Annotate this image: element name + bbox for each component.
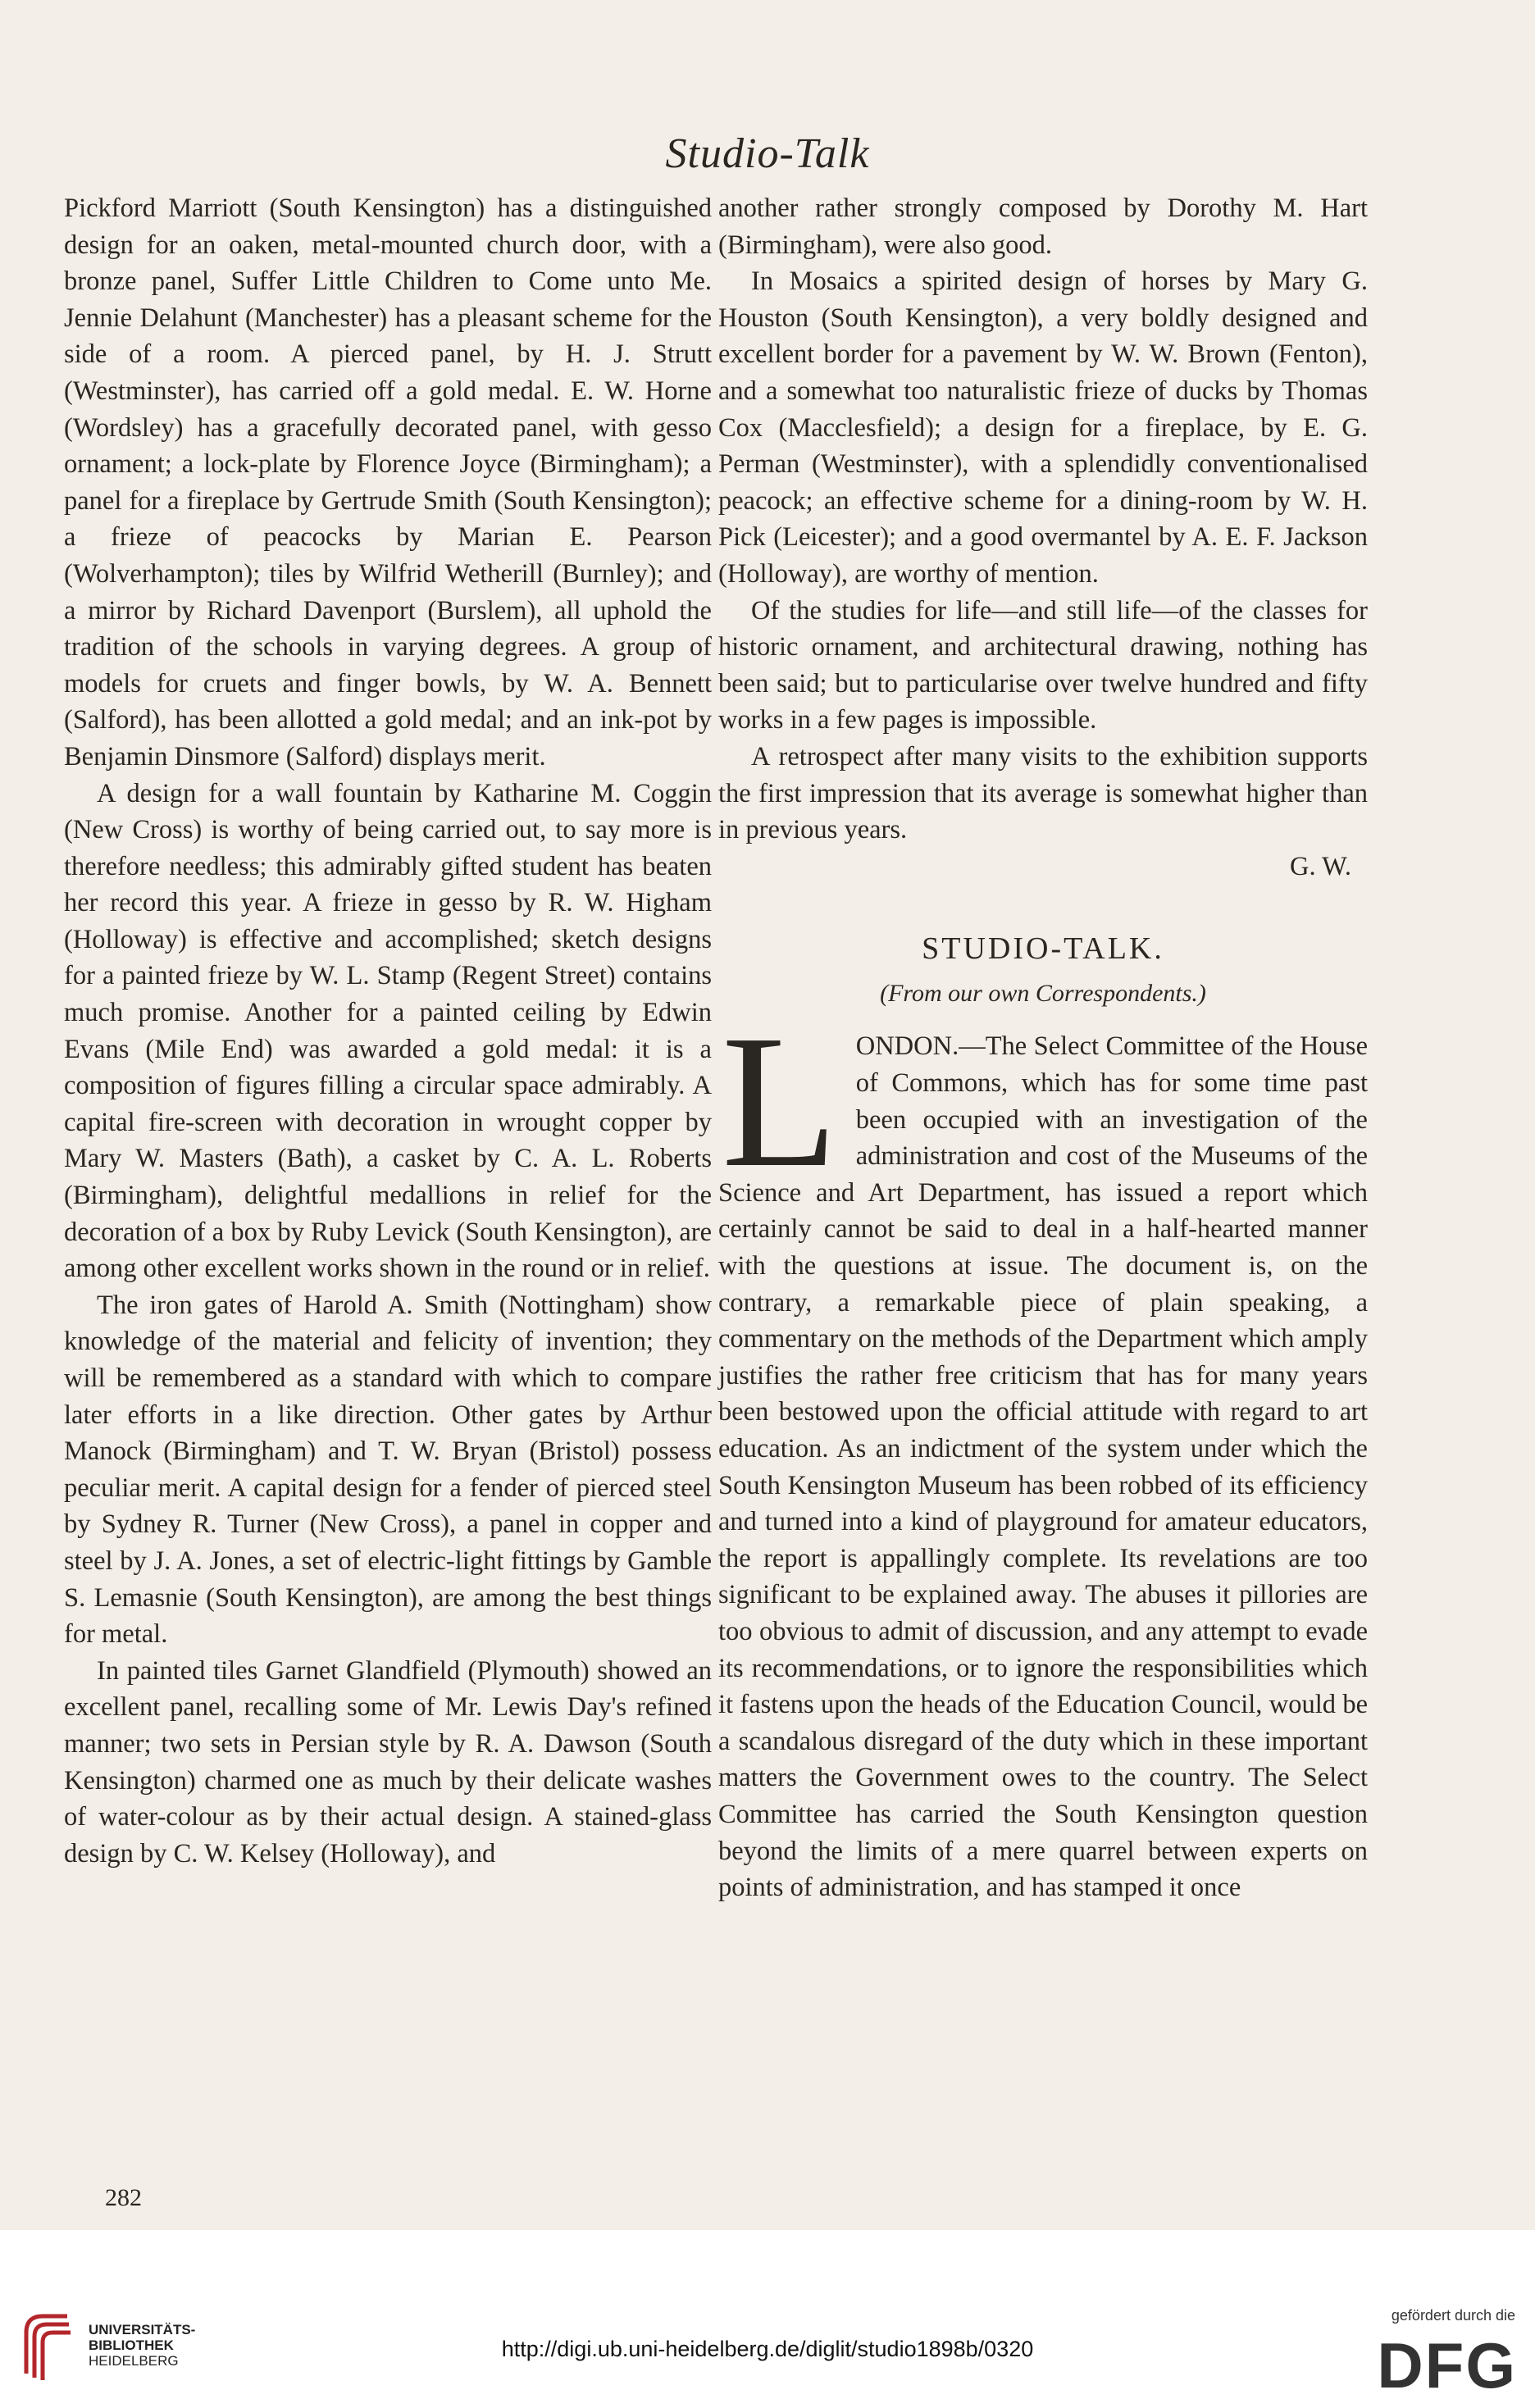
digitization-footer	[0, 2230, 1535, 2408]
library-line: HEIDELBERG	[89, 2353, 179, 2369]
drop-cap: L	[722, 996, 838, 1208]
paragraph: A retrospect after many visits to the exhibition supports the first impression that its average is somewhat higher than in previous years.	[718, 741, 1368, 845]
paragraph: A design for a wall fountain by Katharine M. Coggin (New Cross) is worthy of being carried out, to say more is therefore needless; this admirably gifted student has beaten her record this year. A frieze in gesso by R. W. Higham (Holloway) is effective and accomplished; sketch designs for a painted frieze by W. L. Stamp (Regent Street) contains much promise. Another for a painted ceiling by Edwin Evans (Mile End) was awarded a gold medal: it is a composition of figures filling a circular space admirably. A capital fire-screen with decoration in wrought copper by Mary W. Masters (Bath), a casket by C. A. L. Roberts (Birmingham), delightful medallions in relief for the decoration of a box by Ruby Levick (South Kensington), are among other excellent works shown in the round or in relief.	[64, 778, 712, 1284]
signature: G. W.	[1290, 851, 1351, 881]
paragraph: The iron gates of Harold A. Smith (Nottingham) show knowledge of the material and felicity of invention; they will be remembered as a standard with which to compare later efforts in a like direction. Other gates by Arthur Manock (Birmingham) and T. W. Bryan (Bristol) possess peculiar merit. A capital design for a fender of pierced steel by Sydney R. Turner (New Cross), a panel in copper and steel by J. A. Jones, a set of electric-light fittings by Gamble S. Lemasnie (South Kensington), are among the best things for metal.	[64, 1290, 712, 1650]
library-line: BIBLIOTHEK	[89, 2337, 174, 2353]
london-text: ONDON.—The Select Committee of the House of Commons, which has for some time past been occupied with an investigation of the administration and cost of the Museums of the Science and Art Department, has issued a report which certainly cannot be said to deal in a half-hearted manner with the questions at issue. The document is, on the contrary, a remarkable piece of plain speaking, a commentary on the methods of the Department which amply justifies the rather free criticism that has for many years been bestowed upon the official attitude with regard to art education. As an indictment of the system under which the South Kensington Museum has been robbed of its efficiency and turned into a kind of playground for amateur educators, the report is appallingly complete. Its revelations are too significant to be explained away. The abuses it pillories are too obvious to admit of discussion, and any attempt to evade its recommendations, or to ignore the responsibilities which it fastens upon the heads of the Education Council, would be a scandalous disregard of the duty which in these important matters the Government owes to the country. The Select Committee has carried the South Kensington question beyond the limits of a mere quarrel between experts on points of administration, and has stamped it once	[718, 1031, 1368, 1903]
right-column	[718, 190, 1368, 1906]
library-line: UNIVERSITÄTS-	[89, 2322, 196, 2337]
paragraph: In painted tiles Garnet Glandfield (Plymouth) showed an excellent panel, recalling some of Mr. Lewis Day's refined manner; two sets in Persian style by R. A. Dawson (South Kensington) charmed one as much by their delicate washes of water-colour as by their actual design. A stained-glass design by C. W. Kelsey (Holloway), and	[64, 1655, 712, 1869]
london-paragraph	[718, 996, 1368, 1905]
paragraph: another rather strongly composed by Dorothy M. Hart (Birmingham), were also good.	[718, 193, 1368, 260]
paragraph: In Mosaics a spirited design of horses by Mary G. Houston (South Kensington), a very boldly designed and excellent border for a pavement by W. W. Brown (Fenton), and a somewhat too naturalistic frieze of ducks by Thomas Cox (Macclesfield); a design for a fireplace, by E. G. Perman (Westminster), with a splendidly conventionalised peacock; an effective scheme for a dining-room by W. H. Pick (Leicester); and a good overmantel by A. E. F. Jackson (Holloway), are worthy of mention.	[718, 266, 1368, 589]
dfg-logo: DFG	[1377, 2329, 1517, 2401]
section-subtitle: (From our own Correspondents.)	[880, 979, 1206, 1007]
paragraph: Of the studies for life—and still life—of the classes for historic ornament, and architectural drawing, nothing has been said; but to particularise over twelve hundred and fifty works in a few pages is impossible.	[718, 595, 1368, 735]
page-number: 282	[105, 2184, 142, 2211]
funded-by: gefördert durch die	[1391, 2307, 1515, 2324]
paragraph: Pickford Marriott (South Kensington) has a distinguished design for an oaken, metal-mounted church door, with a bronze panel, Suffer Little Children to Come unto Me. Jennie Delahunt (Manchester) has a pleasant scheme for the side of a room. A pierced panel, by H. J. Strutt (Westminster), has carried off a gold medal. E. W. Horne (Wordsley) has a gracefully decorated panel, with gesso ornament; a lock-plate by Florence Joyce (Birmingham); a panel for a fireplace by Gertrude Smith (South Kensington); a frieze of peacocks by Marian E. Pearson (Wolverhampton); tiles by Wilfrid Wetherill (Burnley); and a mirror by Richard Davenport (Burslem), all uphold the tradition of the schools in varying degrees. A group of models for cruets and finger bowls, by W. A. Bennett (Salford), has been allotted a gold medal; and an ink-pot by Benjamin Dinsmore (Salford) displays merit.	[64, 193, 712, 772]
running-title: Studio-Talk	[665, 130, 870, 177]
section-title: STUDIO-TALK.	[922, 931, 1164, 967]
left-column	[64, 190, 712, 1872]
source-url[interactable]: http://digi.ub.uni-heidelberg.de/diglit/studio1898b/0320	[501, 2337, 1034, 2361]
